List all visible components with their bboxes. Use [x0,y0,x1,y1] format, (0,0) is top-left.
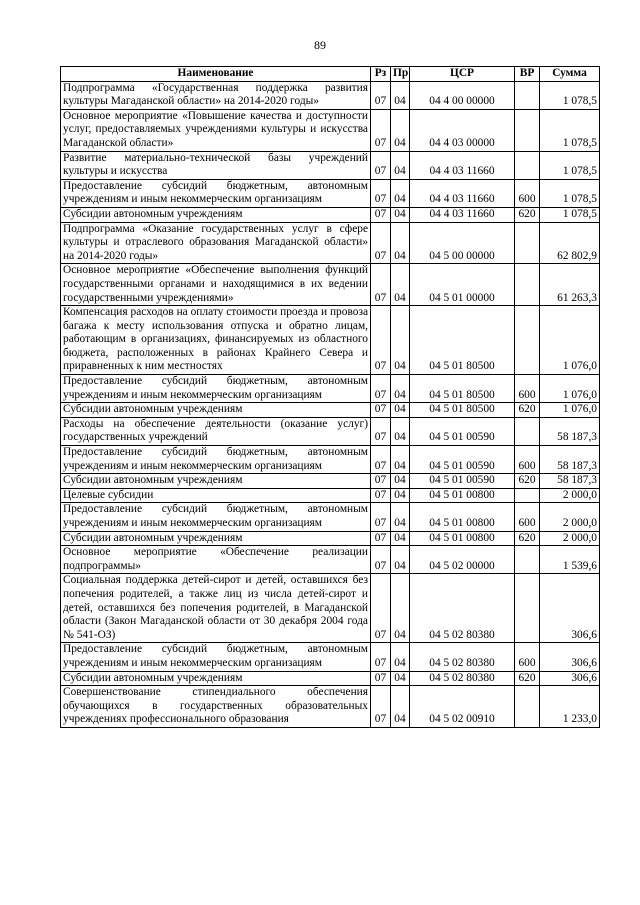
table-row [61,222,600,264]
cell-rz: 07 [371,222,391,264]
cell-sum: 1 078,5 [540,179,600,207]
table-row [61,686,600,728]
cell-vr: 620 [515,531,540,546]
cell-pr: 04 [391,375,410,403]
header-sum: Сумма [540,67,600,82]
cell-name: Субсидии автономным учреждениям [61,531,371,546]
cell-sum: 306,6 [540,643,600,671]
cell-csr: 04 5 02 00910 [410,686,515,728]
cell-sum: 58 187,3 [540,417,600,445]
cell-name: Целевые субсидии [61,488,371,503]
cell-sum: 306,6 [540,671,600,686]
cell-csr: 04 5 01 00590 [410,446,515,474]
header-vr: ВР [515,67,540,82]
cell-vr [515,306,540,375]
table-row [61,207,600,222]
cell-csr: 04 4 03 00000 [410,109,515,151]
cell-rz: 07 [371,207,391,222]
cell-pr: 04 [391,109,410,151]
cell-rz: 07 [371,503,391,531]
cell-rz: 07 [371,686,391,728]
table-row [61,546,600,574]
cell-pr: 04 [391,686,410,728]
cell-pr: 04 [391,488,410,503]
cell-name: Основное мероприятие «Повышение качества и доступности услуг, предоставляемых учреждениями культуры и искусства Магаданской области» [61,109,371,151]
cell-sum: 1 539,6 [540,546,600,574]
cell-pr: 04 [391,446,410,474]
header-rz: Рз [371,67,391,82]
cell-vr [515,81,540,109]
cell-pr: 04 [391,503,410,531]
cell-name: Предоставление субсидий бюджетным, автономным учреждениям и иным некоммерческим организациям [61,503,371,531]
cell-csr: 04 5 02 00000 [410,546,515,574]
cell-rz: 07 [371,109,391,151]
budget-table [60,66,600,728]
cell-name: Развитие материально-технической базы учреждений культуры и искусства [61,151,371,179]
cell-csr: 04 5 01 00800 [410,488,515,503]
cell-csr: 04 5 01 80500 [410,403,515,418]
cell-name: Основное мероприятие «Обеспечение выполнения функций государственными органами и находящимися в их ведении государственными учреждениями» [61,264,371,306]
cell-pr: 04 [391,403,410,418]
cell-sum: 58 187,3 [540,474,600,489]
cell-rz: 07 [371,446,391,474]
table-row [61,306,600,375]
cell-pr: 04 [391,574,410,643]
header-pr: Пр [391,67,410,82]
cell-sum: 306,6 [540,574,600,643]
cell-vr [515,222,540,264]
cell-pr: 04 [391,531,410,546]
cell-vr: 600 [515,446,540,474]
cell-sum: 61 263,3 [540,264,600,306]
cell-name: Предоставление субсидий бюджетным, автономным учреждениям и иным некоммерческим организациям [61,375,371,403]
cell-pr: 04 [391,179,410,207]
cell-vr [515,574,540,643]
cell-sum: 1 078,5 [540,109,600,151]
cell-vr [515,417,540,445]
cell-sum: 2 000,0 [540,503,600,531]
cell-sum: 62 802,9 [540,222,600,264]
table-row [61,574,600,643]
table-row [61,417,600,445]
cell-rz: 07 [371,306,391,375]
table-row [61,503,600,531]
cell-pr: 04 [391,417,410,445]
cell-pr: 04 [391,264,410,306]
table-row [61,531,600,546]
cell-vr: 620 [515,207,540,222]
cell-vr [515,109,540,151]
cell-csr: 04 5 01 00590 [410,417,515,445]
cell-sum: 1 076,0 [540,375,600,403]
cell-rz: 07 [371,179,391,207]
cell-name: Субсидии автономным учреждениям [61,403,371,418]
table-row [61,403,600,418]
cell-sum: 1 233,0 [540,686,600,728]
cell-rz: 07 [371,264,391,306]
cell-name: Социальная поддержка детей-сирот и детей, оставшихся без попечения родителей, а также лиц из числа детей-сирот и детей, оставшихся без попечения родителей, в Магаданской области (Закон Магаданской области от 30 декабря 2004 года № 541-ОЗ) [61,574,371,643]
cell-sum: 2 000,0 [540,488,600,503]
table-row [61,264,600,306]
cell-vr: 600 [515,179,540,207]
cell-sum: 1 078,5 [540,151,600,179]
cell-rz: 07 [371,531,391,546]
cell-name: Субсидии автономным учреждениям [61,207,371,222]
cell-csr: 04 5 01 80500 [410,375,515,403]
cell-csr: 04 5 01 80500 [410,306,515,375]
table-row [61,671,600,686]
cell-vr [515,686,540,728]
cell-name: Предоставление субсидий бюджетным, автономным учреждениям и иным некоммерческим организациям [61,179,371,207]
cell-pr: 04 [391,207,410,222]
cell-name: Субсидии автономным учреждениям [61,474,371,489]
cell-vr [515,488,540,503]
cell-vr: 620 [515,474,540,489]
cell-pr: 04 [391,671,410,686]
cell-csr: 04 5 02 80380 [410,574,515,643]
cell-name: Субсидии автономным учреждениям [61,671,371,686]
table-row [61,474,600,489]
cell-sum: 1 076,0 [540,306,600,375]
cell-csr: 04 4 00 00000 [410,81,515,109]
cell-vr [515,264,540,306]
cell-name: Предоставление субсидий бюджетным, автономным учреждениям и иным некоммерческим организациям [61,446,371,474]
cell-sum: 58 187,3 [540,446,600,474]
cell-csr: 04 4 03 11660 [410,207,515,222]
cell-name: Расходы на обеспечение деятельности (оказание услуг) государственных учреждений [61,417,371,445]
cell-csr: 04 4 03 11660 [410,179,515,207]
cell-csr: 04 5 01 00000 [410,264,515,306]
table-header-row [61,67,600,82]
cell-rz: 07 [371,375,391,403]
cell-name: Компенсация расходов на оплату стоимости проезда и провоза багажа к месту использования отпуска и обратно лицам, работающим в организациях, финансируемых из областного бюджета, расположенных в районах Крайнего Севера и приравненных к ним местностях [61,306,371,375]
cell-pr: 04 [391,474,410,489]
cell-vr: 600 [515,375,540,403]
cell-rz: 07 [371,546,391,574]
cell-name: Предоставление субсидий бюджетным, автономным учреждениям и иным некоммерческим организациям [61,643,371,671]
cell-pr: 04 [391,151,410,179]
header-csr: ЦСР [410,67,515,82]
cell-csr: 04 5 02 80380 [410,671,515,686]
table-row [61,81,600,109]
cell-pr: 04 [391,643,410,671]
cell-csr: 04 5 00 00000 [410,222,515,264]
cell-csr: 04 5 01 00800 [410,503,515,531]
cell-vr: 620 [515,671,540,686]
cell-rz: 07 [371,81,391,109]
cell-vr: 600 [515,503,540,531]
cell-vr: 620 [515,403,540,418]
cell-name: Совершенствование стипендиального обеспечения обучающихся в государственных образовательных учреждениях профессионального образования [61,686,371,728]
page-number: 89 [314,38,326,52]
cell-sum: 1 078,5 [540,207,600,222]
cell-vr: 600 [515,643,540,671]
table-row [61,488,600,503]
cell-pr: 04 [391,222,410,264]
cell-rz: 07 [371,671,391,686]
cell-name: Основное мероприятие «Обеспечение реализации подпрограммы» [61,546,371,574]
cell-pr: 04 [391,546,410,574]
cell-rz: 07 [371,574,391,643]
table-row [61,179,600,207]
cell-pr: 04 [391,81,410,109]
cell-name: Подпрограмма «Оказание государственных услуг в сфере культуры и отраслевого образования Магаданской области» на 2014-2020 годы» [61,222,371,264]
cell-pr: 04 [391,306,410,375]
cell-rz: 07 [371,643,391,671]
cell-sum: 1 078,5 [540,81,600,109]
cell-rz: 07 [371,403,391,418]
table-row [61,109,600,151]
cell-csr: 04 5 01 00590 [410,474,515,489]
table-row [61,643,600,671]
cell-csr: 04 5 01 00800 [410,531,515,546]
cell-sum: 2 000,0 [540,531,600,546]
cell-sum: 1 076,0 [540,403,600,418]
table-row [61,151,600,179]
cell-csr: 04 5 02 80380 [410,643,515,671]
cell-vr [515,151,540,179]
cell-name: Подпрограмма «Государственная поддержка развития культуры Магаданской области» на 2014-2020 годы» [61,81,371,109]
cell-rz: 07 [371,417,391,445]
cell-rz: 07 [371,151,391,179]
cell-rz: 07 [371,488,391,503]
header-name: Наименование [61,67,371,82]
cell-vr [515,546,540,574]
table-row [61,375,600,403]
table-row [61,446,600,474]
cell-csr: 04 4 03 11660 [410,151,515,179]
cell-rz: 07 [371,474,391,489]
